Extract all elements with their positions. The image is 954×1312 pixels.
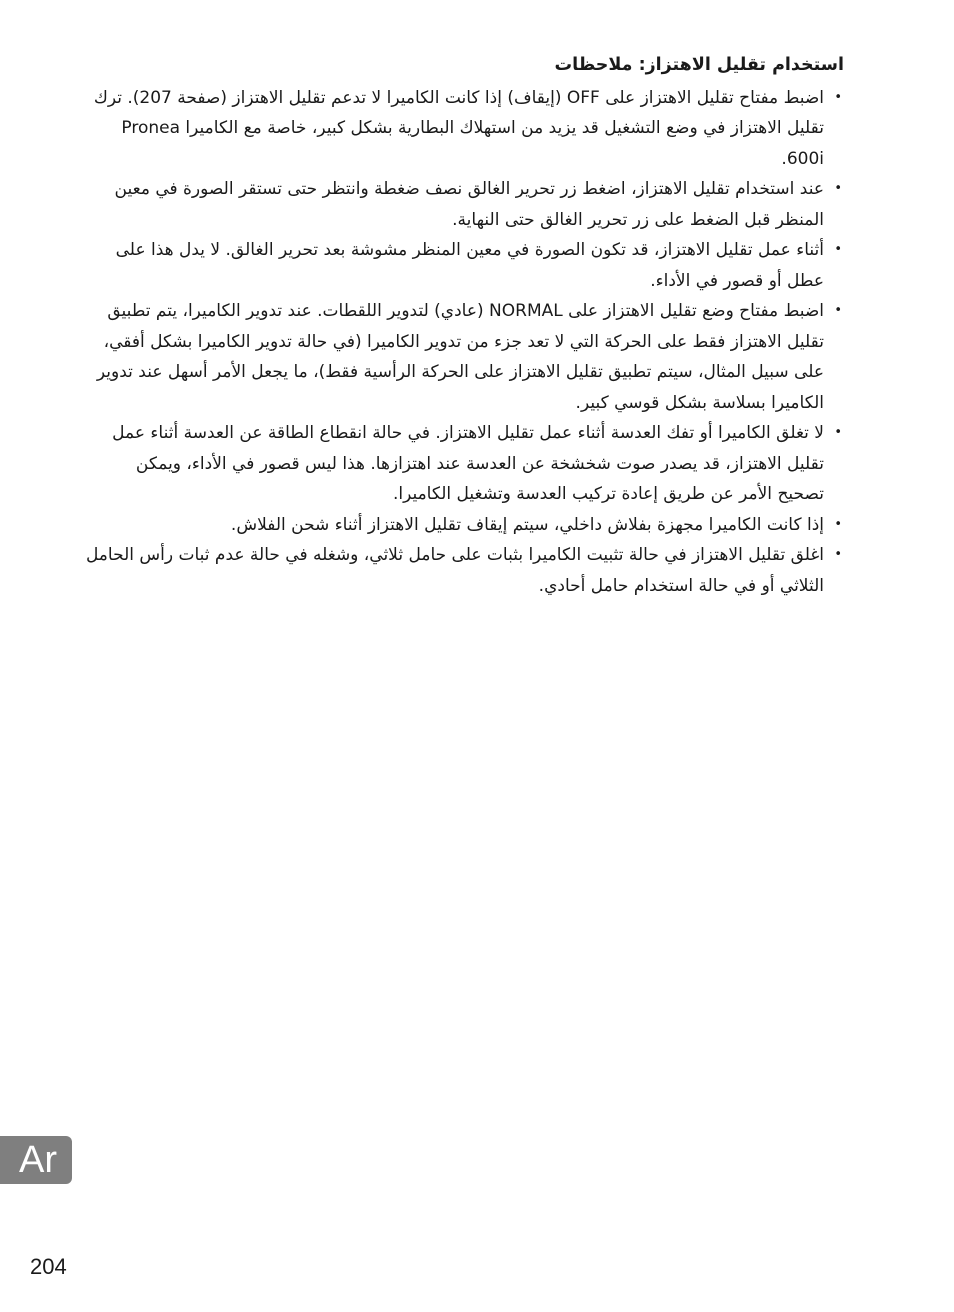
note-item: • إذا كانت الكاميرا مجهزة بفلاش داخلي، سيتم إيقاف تقليل الاهتزاز أثناء شحن الفلاش. (84, 510, 844, 541)
note-item: • أثناء عمل تقليل الاهتزاز، قد تكون الصورة في معين المنظر مشوشة بعد تحرير الغالق. لا يدل هذا على عطل أو قصور في الأداء. (84, 235, 844, 296)
note-item: • اضبط مفتاح وضع تقليل الاهتزاز على NORMAL (عادي) لتدوير اللقطات. عند تدوير الكاميرا، يتم تطبيق تقليل الاهتزاز فقط على الحركة التي لا تعد جزء من تدوير الكاميرا (في حالة تدوير الكاميرا بشكل أفقي، على سبيل المثال، سيتم تطبيق تقليل الاهتزاز على الحركة الرأسية فقط)، ما يجعل الأمر أسهل عند تدوير الكاميرا بسلاسة بشكل قوسي كبير. (84, 296, 844, 418)
language-tab: Ar (0, 1136, 72, 1184)
page-number: 204 (30, 1254, 67, 1279)
notes-list (84, 83, 844, 602)
note-item: • اغلق تقليل الاهتزاز في حالة تثبيت الكاميرا بثبات على حامل ثلاثي، وشغله في حالة عدم ثبات رأس الحامل الثلاثي أو في حالة استخدام حامل أحادي. (84, 540, 844, 601)
note-item: • اضبط مفتاح تقليل الاهتزاز على OFF (إيقاف) إذا كانت الكاميرا لا تدعم تقليل الاهتزاز (صفحة 207). ترك تقليل الاهتزاز في وضع التشغيل قد يزيد من استهلاك البطارية بشكل كبير، خاصة مع الكاميرا Pronea 600i. (84, 83, 844, 175)
section-heading: استخدام تقليل الاهتزاز: ملاحظات (554, 55, 844, 75)
notes-section (84, 50, 844, 601)
note-item: • لا تغلق الكاميرا أو تفك العدسة أثناء عمل تقليل الاهتزاز. في حالة انقطاع الطاقة عن العدسة أثناء عمل تقليل الاهتزاز، قد يصدر صوت شخشخة عن العدسة عند اهتزازها. هذا ليس قصور في الأداء، ويمكن تصحيح الأمر عن طريق إعادة تركيب العدسة وتشغيل الكاميرا. (84, 418, 844, 510)
note-item: • عند استخدام تقليل الاهتزاز، اضغط زر تحرير الغالق نصف ضغطة وانتظر حتى تستقر الصورة في معين المنظر قبل الضغط على زر تحرير الغالق حتى النهاية. (84, 174, 844, 235)
